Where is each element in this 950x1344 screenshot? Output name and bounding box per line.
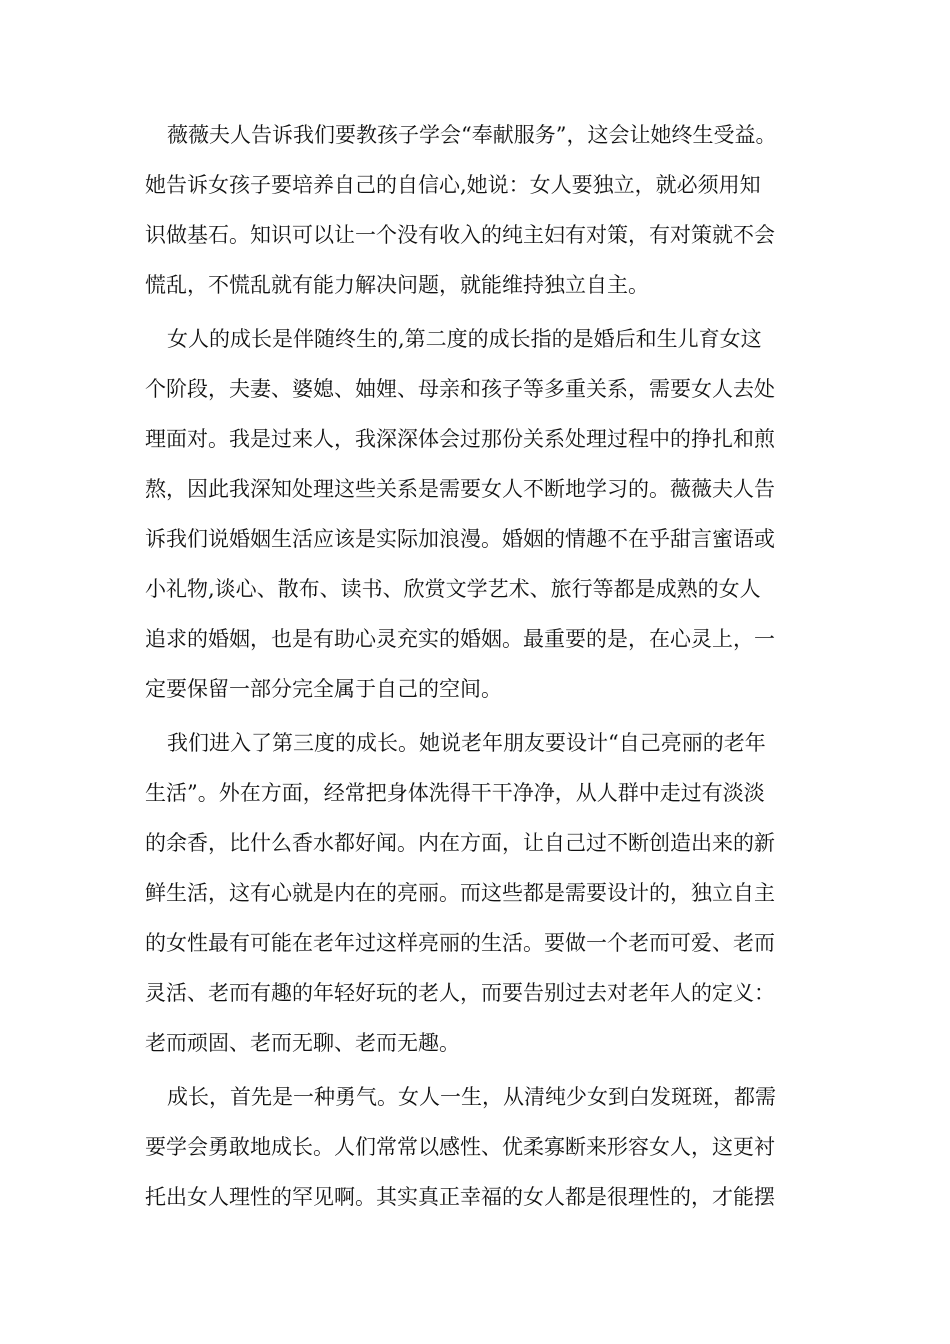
body-text — [145, 110, 810, 1226]
text-line: 的余香，比什么香水都好闻。内在方面，让自己过不断创造出来的新 — [145, 831, 775, 855]
text-line: 慌乱，不慌乱就有能力解决问题，就能维持独立自主。 — [145, 273, 649, 297]
paragraph-4 — [145, 1072, 810, 1222]
text-line: 她告诉女孩子要培养自己的自信心,她说：女人要独立，就必须用知 — [145, 173, 761, 197]
text-line: 薇薇夫人告诉我们要教孩子学会“奉献服务”，这会让她终生受益。 — [167, 123, 777, 147]
text-line: 我们进入了第三度的成长。她说老年朋友要设计“自己亮丽的老年 — [167, 731, 766, 755]
text-line: 生活”。外在方面，经常把身体洗得干干净净，从人群中走过有淡淡 — [145, 781, 765, 805]
text-line: 要学会勇敢地成长。人们常常以感性、优柔寡断来形容女人，这更衬 — [145, 1135, 775, 1159]
text-line: 成长，首先是一种勇气。女人一生，从清纯少女到白发斑斑，都需 — [167, 1085, 776, 1109]
text-line: 个阶段，夫妻、婆媳、妯娌、母亲和孩子等多重关系，需要女人去处 — [145, 377, 775, 401]
text-line: 定要保留一部分完全属于自己的空间。 — [145, 677, 502, 701]
text-line: 理面对。我是过来人，我深深体会过那份关系处理过程中的挣扎和煎 — [145, 427, 775, 451]
text-line: 老而顽固、老而无聊、老而无趣。 — [145, 1031, 460, 1055]
paragraph-2 — [145, 314, 810, 714]
text-line: 鲜生活，这有心就是内在的亮丽。而这些都是需要设计的，独立自主 — [145, 881, 775, 905]
paragraph-1 — [145, 110, 810, 310]
paragraph-3 — [145, 718, 810, 1068]
text-line: 追求的婚姻，也是有助心灵充实的婚姻。最重要的是，在心灵上，一 — [145, 627, 775, 651]
text-line: 的女性最有可能在老年过这样亮丽的生活。要做一个老而可爱、老而 — [145, 931, 775, 955]
text-line: 灵活、老而有趣的年轻好玩的老人，而要告别过去对老年人的定义： — [145, 981, 775, 1005]
text-line: 小礼物,谈心、散布、读书、欣赏文学艺术、旅行等都是成熟的女人 — [145, 577, 761, 601]
text-line: 托出女人理性的罕见啊。其实真正幸福的女人都是很理性的，才能摆 — [145, 1185, 775, 1209]
text-line: 女人的成长是伴随终生的,第二度的成长指的是婚后和生儿育女这 — [167, 327, 762, 351]
text-line: 识做基石。知识可以让一个没有收入的纯主妇有对策，有对策就不会 — [145, 223, 775, 247]
text-line: 熬，因此我深知处理这些关系是需要女人不断地学习的。薇薇夫人告 — [145, 477, 775, 501]
text-line: 诉我们说婚姻生活应该是实际加浪漫。婚姻的情趣不在乎甜言蜜语或 — [145, 527, 775, 551]
